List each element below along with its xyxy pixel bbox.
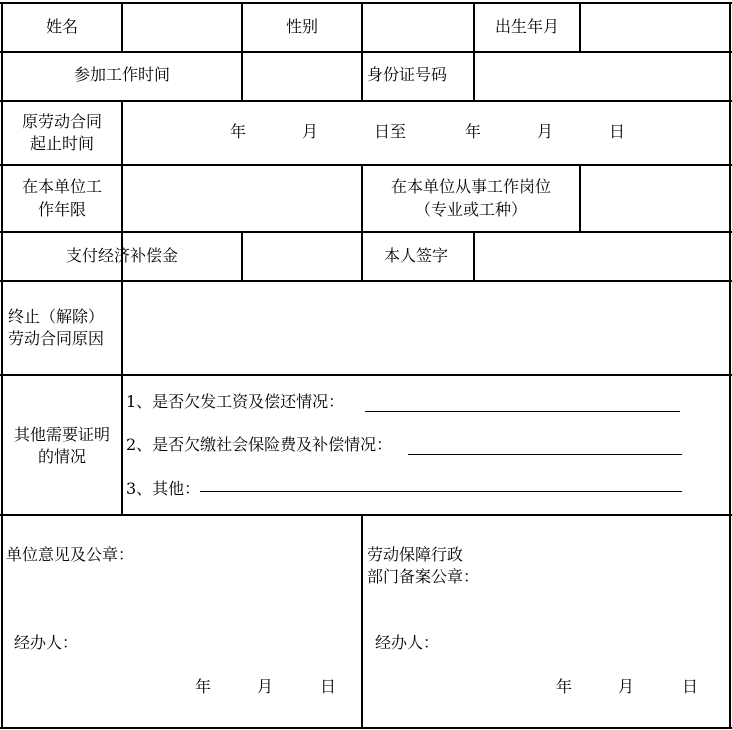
date-right-year: 年 bbox=[556, 677, 573, 696]
rule-row4 bbox=[0, 231, 732, 233]
social-insurance-item: 2、是否欠缴社会保险费及补偿情况： bbox=[126, 435, 393, 454]
date-left-month: 月 bbox=[257, 677, 274, 696]
rule-bottom bbox=[0, 727, 732, 729]
reason-label-2: 劳动合同原因 bbox=[8, 329, 105, 348]
rule-row3 bbox=[0, 164, 732, 166]
post-label-1: 在本单位从事工作岗位 bbox=[390, 177, 551, 196]
contract-period-label-1: 原劳动合同 bbox=[21, 112, 102, 131]
date-left-day: 日 bbox=[320, 677, 337, 696]
other-label-2: 的情况 bbox=[37, 447, 86, 466]
rule-col-362-c bbox=[361, 514, 363, 729]
contract-period-label-2: 起止时间 bbox=[29, 134, 94, 153]
end-year: 年 bbox=[465, 122, 482, 141]
start-day-to: 日至 bbox=[374, 122, 407, 141]
social-insurance-line[interactable] bbox=[408, 454, 682, 455]
rule-row7 bbox=[0, 514, 732, 516]
other-line[interactable] bbox=[200, 491, 682, 492]
end-day: 日 bbox=[609, 122, 626, 141]
rule-row5 bbox=[0, 280, 732, 282]
other-label-1: 其他需要证明 bbox=[13, 425, 110, 444]
date-left-year: 年 bbox=[195, 677, 212, 696]
reason-label-1: 终止（解除） bbox=[8, 307, 105, 326]
date-right-day: 日 bbox=[682, 677, 699, 696]
rule-col-474-b bbox=[473, 231, 475, 280]
start-year: 年 bbox=[230, 122, 247, 141]
years-label-2: 作年限 bbox=[37, 200, 86, 219]
gender-label: 性别 bbox=[285, 17, 318, 36]
rule-row6 bbox=[0, 374, 732, 376]
handler-left-label: 经办人： bbox=[14, 633, 79, 652]
birth-label: 出生年月 bbox=[494, 17, 559, 36]
compensation-label: 支付经济补偿金 bbox=[65, 246, 178, 265]
rule-right bbox=[729, 2, 731, 729]
rule-row2 bbox=[0, 100, 732, 102]
work-start-label: 参加工作时间 bbox=[73, 65, 170, 84]
labor-dept-label-1: 劳动保障行政 bbox=[367, 545, 464, 564]
unpaid-wages-line[interactable] bbox=[365, 411, 680, 412]
rule-row1 bbox=[0, 51, 732, 53]
end-month: 月 bbox=[537, 122, 554, 141]
name-label: 姓名 bbox=[45, 17, 78, 36]
years-label-1: 在本单位工 bbox=[21, 177, 102, 196]
handler-right-label: 经办人： bbox=[375, 633, 440, 652]
rule-top bbox=[0, 2, 732, 4]
unit-opinion-label: 单位意见及公章： bbox=[6, 545, 135, 564]
other-item: 3、其他： bbox=[126, 479, 201, 498]
signature-label: 本人签字 bbox=[384, 246, 449, 265]
post-label-2: （专业或工种） bbox=[414, 200, 527, 219]
start-month: 月 bbox=[302, 122, 319, 141]
id-number-label: 身份证号码 bbox=[367, 65, 448, 84]
unpaid-wages-item: 1、是否欠发工资及偿还情况： bbox=[126, 392, 345, 411]
date-right-month: 月 bbox=[618, 677, 635, 696]
labor-dept-label-2: 部门备案公章： bbox=[367, 567, 480, 586]
